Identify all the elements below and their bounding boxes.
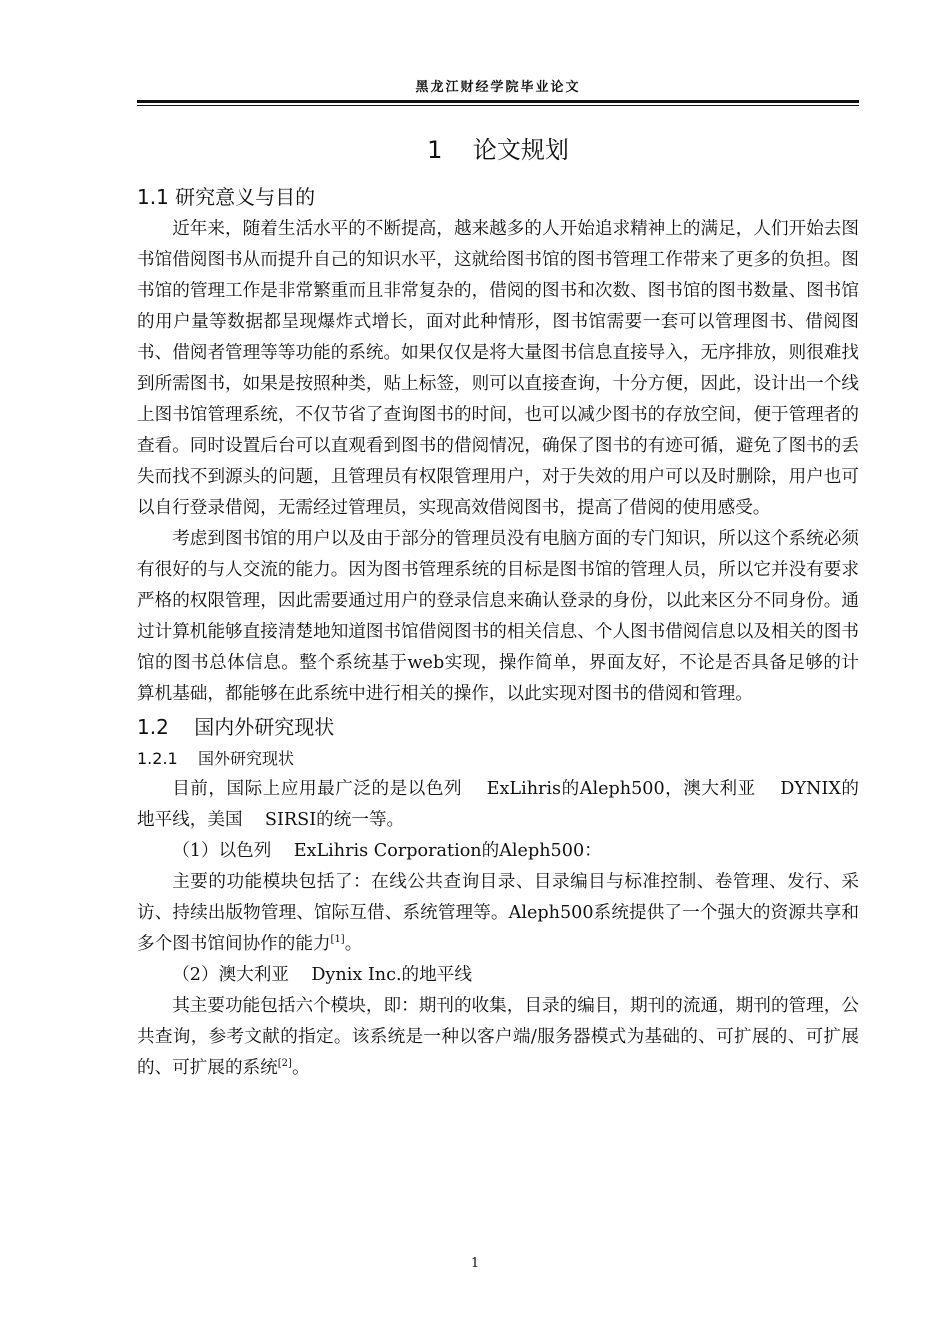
chapter-title: 1 论文规划 bbox=[427, 136, 569, 164]
header-rule-thin bbox=[137, 105, 859, 106]
paragraph: 目前，国际上应用最广泛的是以色列 ExLihris的Aleph500，澳大利亚 DYNIX的地平线，美国 SIRSI的统一等。 bbox=[137, 779, 859, 830]
paragraph bbox=[137, 991, 859, 1084]
running-header: 黑龙江财经学院毕业论文 bbox=[415, 80, 581, 95]
paragraph-end: 。 bbox=[344, 934, 363, 954]
list-item-title: （2）澳大利亚 Dynix Inc.的地平线 bbox=[172, 965, 472, 985]
page-content bbox=[137, 130, 859, 1084]
paragraph: 考虑到图书馆的用户以及由于部分的管理员没有电脑方面的专门知识，所以这个系统必须有很好的与人交流的能力。因为图书管理系统的目标是图书馆的管理人员，所以它并没有要求严格的权限管理，因此需要通过用户的登录信息来确认登录的身份，以此来区分不同身份。通过计算机能够直接清楚地知道图书馆借阅图书的相关信息、个人图书借阅信息以及相关的图书馆的图书总体信息。整个系统基于web实现，操作简单，界面友好，不论是否具备足够的计算机基础，都能够在此系统中进行相关的操作，以此实现对图书的借阅和管理。 bbox=[137, 529, 859, 704]
header-rule-thick bbox=[137, 100, 859, 103]
paragraph-text: 其主要功能包括六个模块，即：期刊的收集，目录的编目，期刊的流通，期刊的管理，公共查询，参考文献的指定。该系统是一种以客户端/服务器模式为基础的、可扩展的、可扩展的、可扩展的系统 bbox=[137, 996, 859, 1078]
section-heading-1-1: 1.1 研究意义与目的 bbox=[137, 185, 316, 209]
paragraph-text: 主要的功能模块包括了：在线公共查询目录、目录编目与标准控制、卷管理、发行、采访、持续出版物管理、馆际互借、系统管理等。Aleph500系统提供了一个强大的资源共享和多个图书馆间协作的能力 bbox=[137, 872, 859, 954]
citation-ref[interactable]: [2] bbox=[277, 1058, 292, 1070]
paragraph: 近年来，随着生活水平的不断提高，越来越多的人开始追求精神上的满足，人们开始去图书馆借阅图书从而提升自己的知识水平，这就给图书馆的图书管理工作带来了更多的负担。图书馆的管理工作是非常繁重而且非常复杂的，借阅的图书和次数、图书馆的图书数量、图书馆的用户量等数据都呈现爆炸式增长，面对此种情形，图书馆需要一套可以管理图书、借阅图书、借阅者管理等等功能的系统。如果仅仅是将大量图书信息直接导入，无序排放，则很难找到所需图书，如果是按照种类，贴上标签，则可以直接查询，十分方便，因此，设计出一个线上图书馆管理系统，不仅节省了查询图书的时间，也可以减少图书的存放空间，便于管理者的查看。同时设置后台可以直观看到图书的借阅情况，确保了图书的有迹可循，避免了图书的丢失而找不到源头的问题，且管理员有权限管理用户，对于失效的用户可以及时删除，用户也可以自行登录借阅，无需经过管理员，实现高效借阅图书，提高了借阅的使用感受。 bbox=[137, 219, 859, 518]
subsection-heading-1-2-1: 1.2.1 国外研究现状 bbox=[137, 749, 295, 768]
section-heading-1-2: 1.2 国内外研究现状 bbox=[137, 715, 335, 739]
paragraph-end: 。 bbox=[291, 1058, 310, 1078]
list-item-title: （1）以色列 ExLihris Corporation的Aleph500： bbox=[172, 841, 602, 861]
page-number: 1 bbox=[470, 1256, 480, 1271]
paragraph bbox=[137, 867, 859, 960]
citation-ref[interactable]: [1] bbox=[330, 934, 345, 946]
